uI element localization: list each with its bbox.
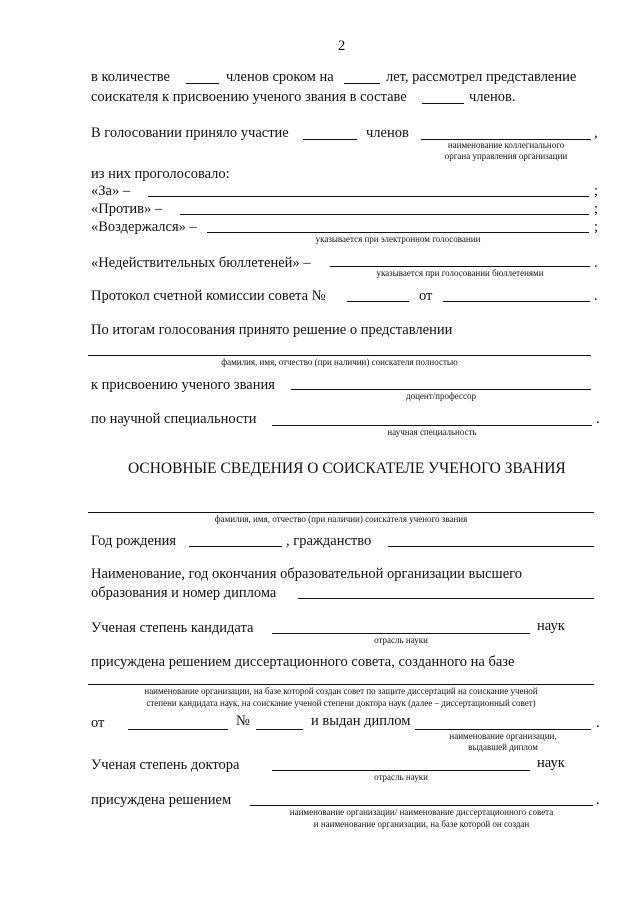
text-of-them-voted: из них проголосовало: (91, 166, 230, 182)
caption-ballot-voting: указывается при голосовании бюллетенями (376, 268, 544, 278)
text-composition: соискателя к присвоению ученого звания в составе (91, 89, 407, 105)
diploma-issuer-blank[interactable] (415, 729, 591, 730)
label-candidate-from: от (91, 715, 105, 731)
doctor-branch-blank[interactable] (272, 770, 530, 771)
period-protocol: . (594, 288, 598, 304)
caption-applicant-full-name: фамилия, имя, отчество (при наличии) соискателя полностью (221, 357, 458, 367)
label-vote-against: «Против» – (91, 201, 163, 217)
invalid-ballots-blank[interactable] (330, 266, 590, 267)
birth-year-blank[interactable] (189, 546, 282, 547)
section-title: ОСНОВНЫЕ СВЕДЕНИЯ О СОИСКАТЕЛЕ УЧЕНОГО ЗВАНИЯ (128, 460, 566, 477)
candidate-date-blank[interactable] (128, 729, 228, 730)
period-speciality: . (596, 411, 600, 427)
protocol-date-blank[interactable] (443, 301, 590, 302)
comma: , (594, 125, 598, 141)
doctor-council-blank[interactable] (250, 805, 593, 806)
citizenship-blank[interactable] (388, 546, 594, 547)
composition-count-blank[interactable] (422, 103, 464, 104)
caption-electronic-voting: указывается при электронном голосовании (315, 234, 481, 244)
caption-speciality: научная специальность (387, 427, 477, 437)
semicolon-for: ; (594, 183, 599, 199)
caption-applicant-name: фамилия, имя, отчество (при наличии) соискателя ученого звания (214, 514, 468, 524)
applicant-name-blank[interactable] (88, 512, 594, 513)
caption-council-org-1: наименование организации, на базе которой создан совет по защите диссертаций на соискание ученой (144, 686, 538, 696)
label-education-1: Наименование, год окончания образовательной организации высшего (91, 566, 522, 582)
label-candidate-number: № (236, 713, 250, 729)
vote-abstain-blank[interactable] (207, 232, 589, 233)
label-invalid-ballots: «Недействительных бюллетеней» – (91, 255, 311, 271)
caption-issuer-1: наименование организации, (449, 731, 557, 741)
label-vote-for: «За» – (91, 183, 131, 199)
label-doctor-degree: Ученая степень доктора (91, 757, 240, 773)
period-doctor: . (596, 792, 600, 808)
members-count-blank[interactable] (186, 83, 219, 84)
period-diploma: . (596, 715, 600, 731)
caption-council-org-2: степени кандидата наук, на соискание ученой степени доктора наук (далее – диссертационный совет) (146, 698, 536, 708)
academic-title-blank[interactable] (291, 389, 591, 390)
caption-doctor-branch: отрасль науки (374, 772, 428, 782)
vote-against-blank[interactable] (180, 214, 589, 215)
semicolon-against: ; (594, 201, 599, 217)
caption-candidate-branch: отрасль науки (374, 635, 428, 645)
caption-academic-title: доцент/профессор (406, 391, 476, 401)
label-doctor-science: наук (537, 755, 565, 771)
label-candidate-degree: Ученая степень кандидата (91, 620, 254, 636)
caption-collegial-body-2: органа управления организации (444, 151, 568, 161)
page-number: 2 (338, 38, 346, 54)
speciality-blank[interactable] (272, 425, 592, 426)
label-protocol: Протокол счетной комиссии совета № (91, 288, 326, 304)
period-invalid: . (594, 255, 598, 271)
participants-count-blank[interactable] (303, 139, 357, 140)
caption-doctor-org-1: наименование организации/ наименование диссертационного совета (289, 807, 554, 817)
education-blank[interactable] (298, 598, 594, 599)
candidate-branch-blank[interactable] (272, 633, 530, 634)
protocol-number-blank[interactable] (347, 301, 409, 302)
label-candidate-science: наук (537, 618, 565, 634)
text-decision: По итогам голосования принято решение о представлении (91, 322, 453, 338)
text-members-term: членов сроком на (226, 69, 334, 85)
caption-doctor-org-2: и наименование организации, на базе которой он создан (313, 819, 530, 829)
text-members: членов (366, 125, 409, 141)
label-birth-year: Год рождения (91, 533, 177, 549)
text-years-considered: лет, рассмотрел представление (386, 69, 577, 85)
vote-for-blank[interactable] (148, 196, 589, 197)
text-participated: В голосовании приняло участие (91, 125, 289, 141)
label-vote-abstain: «Воздержался» – (91, 219, 197, 235)
semicolon-abstain: ; (594, 219, 599, 235)
text-members-end: членов. (469, 89, 516, 105)
candidate-council-org-blank[interactable] (88, 684, 594, 685)
applicant-full-name-blank[interactable] (88, 355, 591, 356)
text-doctor-awarded: присуждена решением (91, 792, 232, 808)
candidate-number-blank[interactable] (256, 729, 303, 730)
text-quantity: в количестве (91, 69, 170, 85)
label-award-title: к присвоению ученого звания (91, 377, 275, 393)
label-speciality: по научной специальности (91, 411, 257, 427)
term-years-blank[interactable] (344, 83, 380, 84)
label-education-2: образования и номер диплома (91, 585, 277, 601)
caption-issuer-2: выдавшей диплом (468, 742, 538, 752)
text-candidate-awarded: присуждена решением диссертационного совета, созданного на базе (91, 654, 515, 670)
label-protocol-from: от (419, 288, 433, 304)
label-diploma-issued: и выдан диплом (311, 713, 411, 729)
caption-collegial-body-1: наименование коллегиального (447, 140, 565, 150)
label-citizenship: , гражданство (286, 533, 372, 549)
